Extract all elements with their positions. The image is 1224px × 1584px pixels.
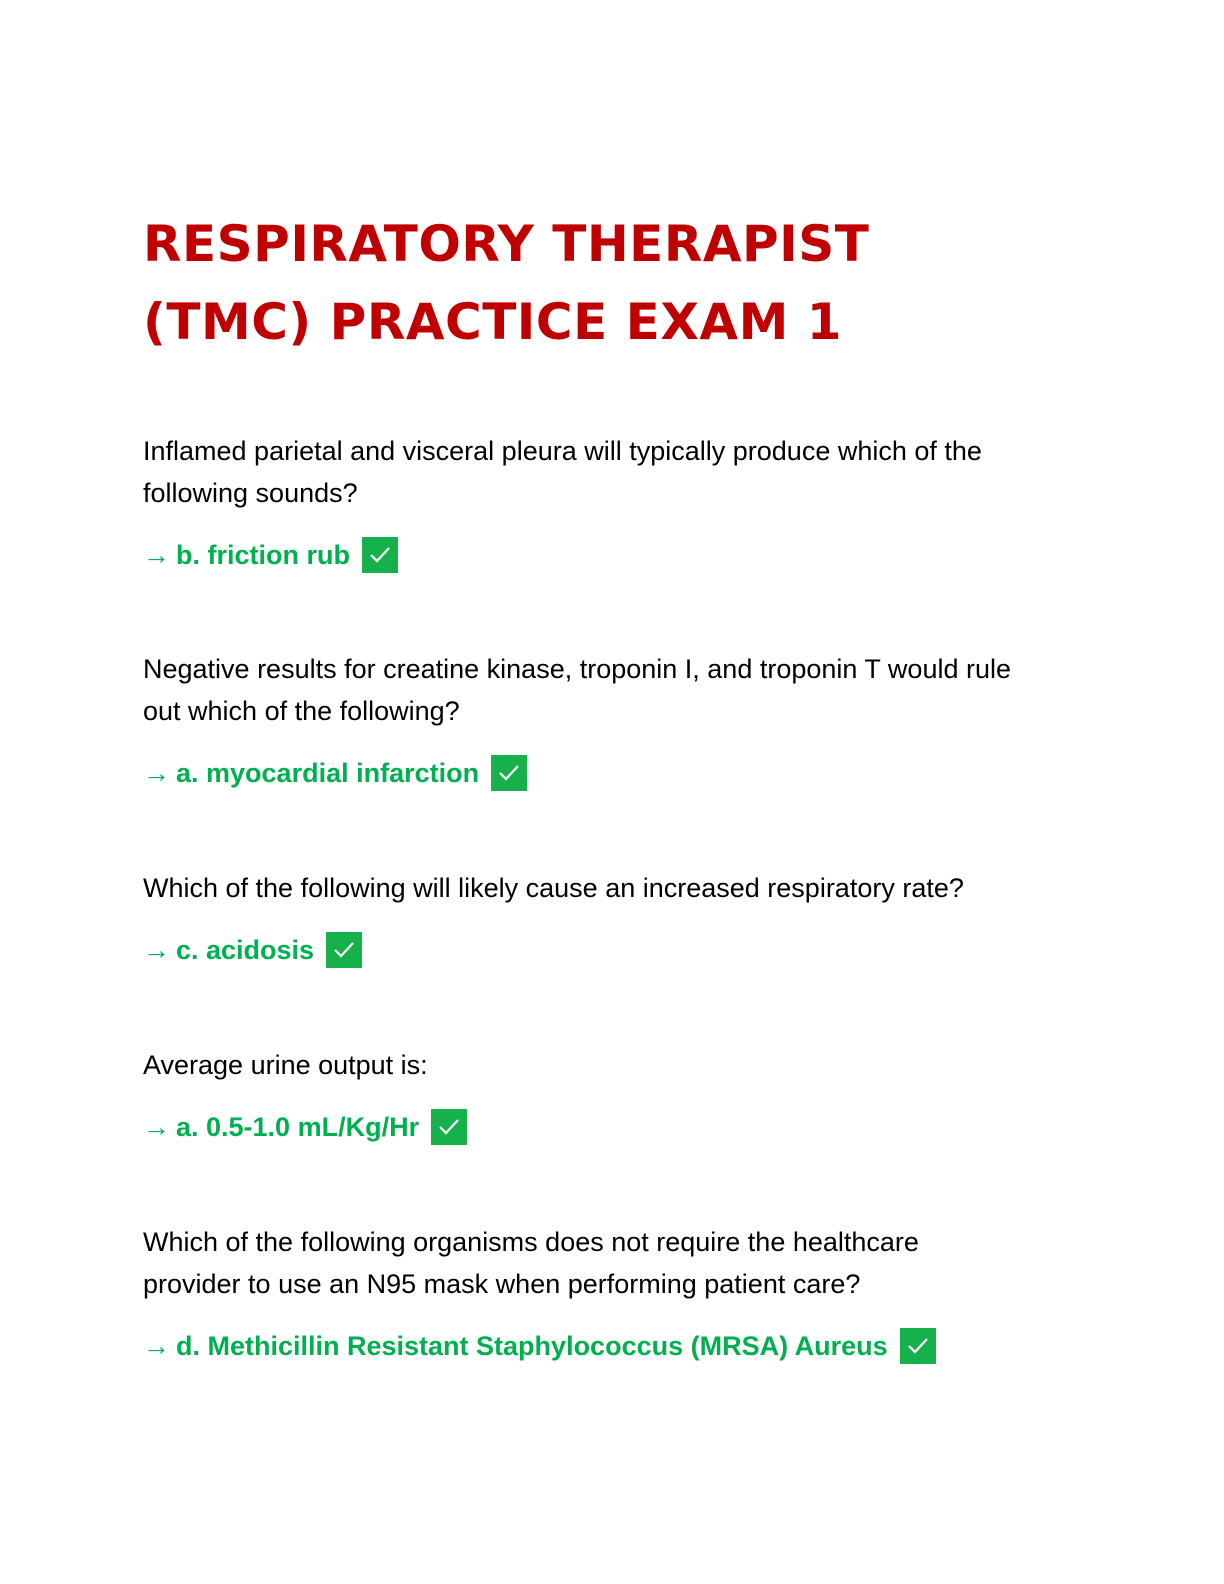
question-text: Which of the following will likely cause an increased respiratory rate? [143,873,964,903]
check-mark-icon [326,932,362,968]
exam-title-line-1: RESPIRATORY THERAPIST [143,215,870,273]
question-block-2 [143,648,1083,793]
answer-text: a. 0.5-1.0 mL/Kg/Hr [176,1112,420,1142]
arrow-right-icon: → [143,758,170,788]
question-text: Negative results for creatine kinase, troponin I, and troponin T would rule out which of the following? [143,654,1011,726]
arrow-right-icon: → [143,935,170,965]
check-mark-icon [900,1328,936,1364]
answer-text: a. myocardial infarction [176,758,480,788]
arrow-right-icon: → [143,540,170,570]
question-text: Which of the following organisms does not require the healthcare provider to use an N95 mask when performing patient care? [143,1227,919,1299]
answer-text: b. friction rub [176,540,350,570]
question-text: Average urine output is: [143,1050,428,1080]
answer-line [143,1326,1083,1366]
check-mark-icon [362,537,398,573]
answer-line [143,930,1083,970]
question-block-3 [143,867,1083,970]
question-text: Inflamed parietal and visceral pleura will typically produce which of the following sounds? [143,436,982,508]
check-mark-icon [491,755,527,791]
answer-line [143,1107,1083,1147]
check-mark-icon [431,1109,467,1145]
answer-line [143,753,1083,793]
question-block-4 [143,1044,1083,1147]
arrow-right-icon: → [143,1331,170,1361]
exam-title [143,205,1103,361]
exam-title-line-2: (TMC) PRACTICE EXAM 1 [143,293,843,351]
answer-line [143,535,1083,575]
question-block-1 [143,430,1083,575]
answer-text: c. acidosis [176,935,315,965]
question-block-5 [143,1221,1083,1366]
arrow-right-icon: → [143,1112,170,1142]
answer-text: d. Methicillin Resistant Staphylococcus (MRSA) Aureus [176,1331,888,1361]
